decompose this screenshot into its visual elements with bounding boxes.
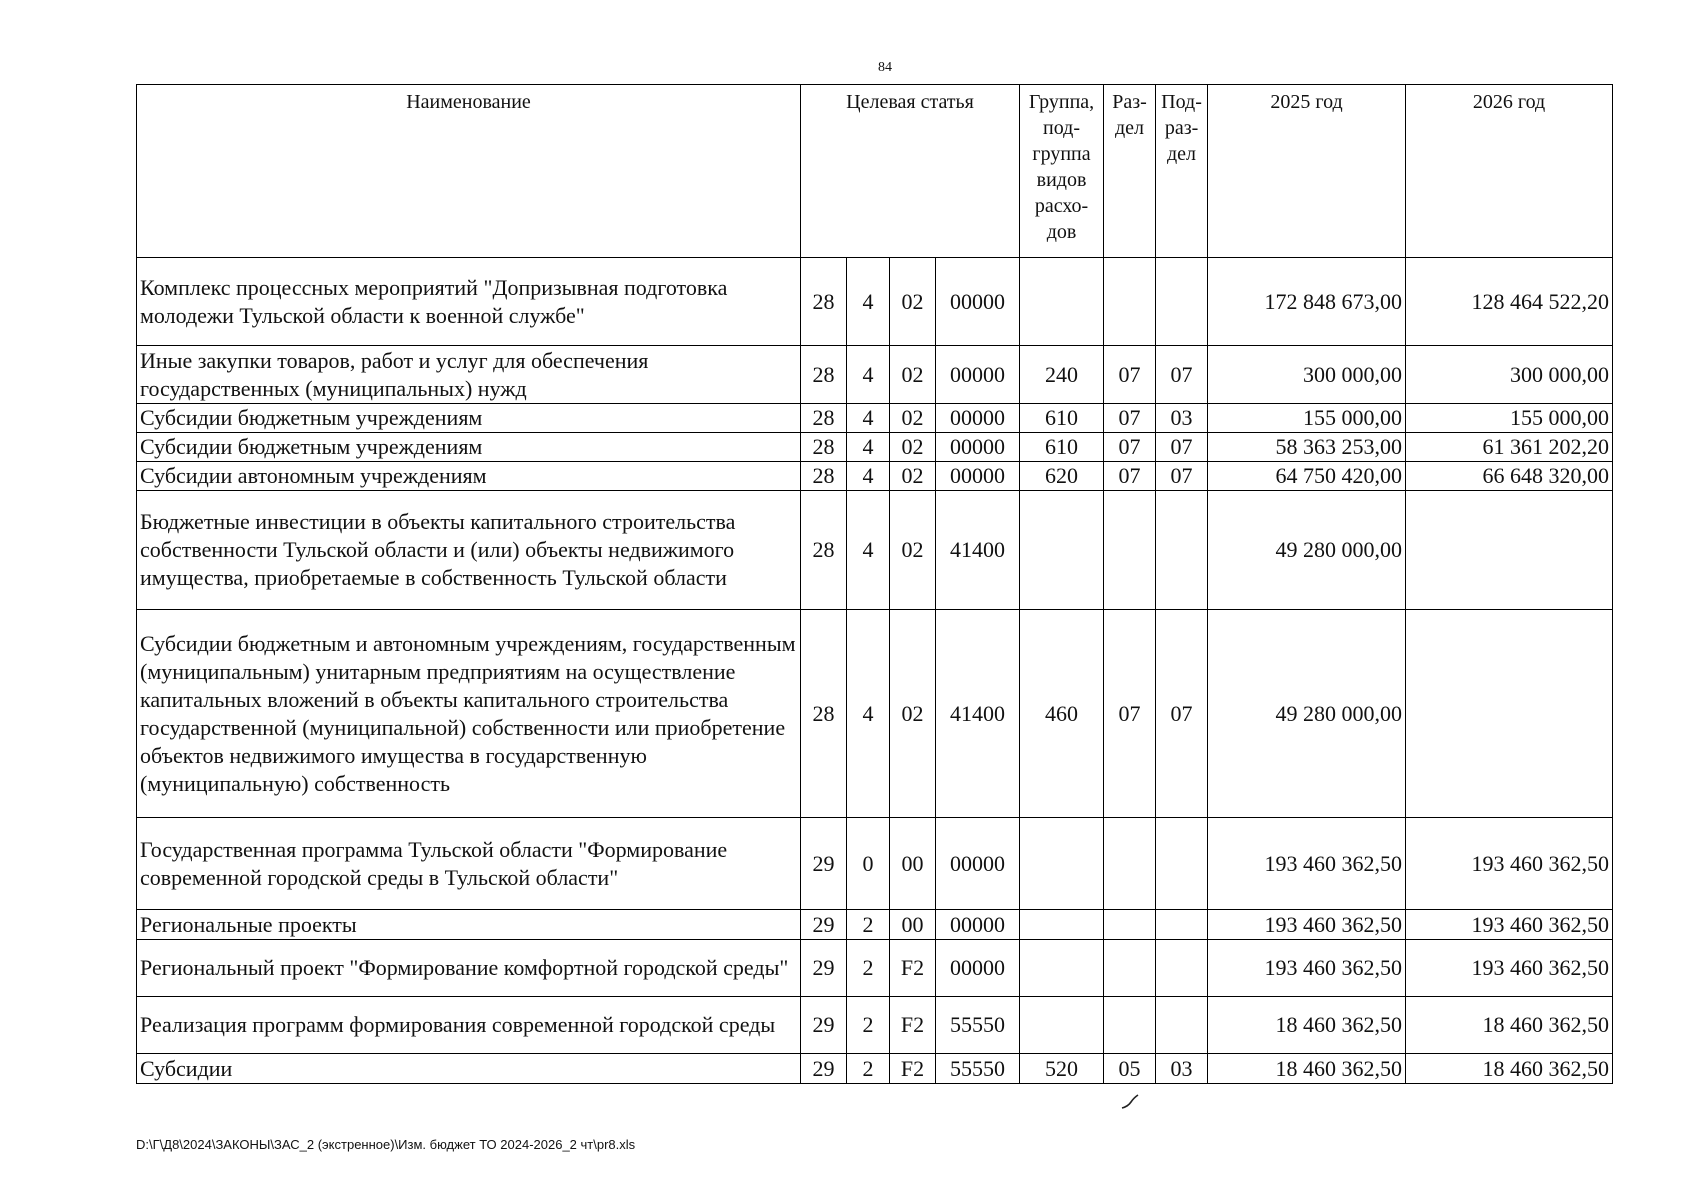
target-code-1: 29 <box>801 940 847 997</box>
amount-2025: 172 848 673,00 <box>1208 258 1406 346</box>
amount-2026: 18 460 362,50 <box>1406 1054 1613 1084</box>
target-code-1: 28 <box>801 346 847 404</box>
amount-2025: 49 280 000,00 <box>1208 491 1406 610</box>
target-code-4: 41400 <box>936 491 1020 610</box>
target-code-2: 2 <box>847 940 890 997</box>
target-code-2: 0 <box>847 818 890 910</box>
target-code-3: 02 <box>890 404 936 433</box>
subsection-code <box>1156 491 1208 610</box>
footer-file-path: D:\Г\Д8\2024\ЗАКОНЫ\ЗАС_2 (экстренное)\Изм. бюджет ТО 2024-2026_2 чт\pr8.xls <box>136 1137 636 1152</box>
section-code: 07 <box>1104 433 1156 462</box>
target-code-3: F2 <box>890 1054 936 1084</box>
section-code <box>1104 491 1156 610</box>
expense-group: 620 <box>1020 462 1104 491</box>
section-code: 05 <box>1104 1054 1156 1084</box>
section-code <box>1104 258 1156 346</box>
expense-group: 520 <box>1020 1054 1104 1084</box>
expense-group <box>1020 818 1104 910</box>
target-code-2: 4 <box>847 462 890 491</box>
target-code-2: 2 <box>847 910 890 940</box>
table-row <box>137 940 1613 997</box>
section-code: 07 <box>1104 610 1156 818</box>
section-code: 07 <box>1104 346 1156 404</box>
amount-2025: 18 460 362,50 <box>1208 1054 1406 1084</box>
subsection-code <box>1156 997 1208 1054</box>
subsection-code: 07 <box>1156 346 1208 404</box>
target-code-4: 00000 <box>936 940 1020 997</box>
target-code-4: 00000 <box>936 404 1020 433</box>
signature-mark-icon <box>1120 1092 1142 1114</box>
target-code-1: 28 <box>801 610 847 818</box>
amount-2026 <box>1406 491 1613 610</box>
amount-2026: 128 464 522,20 <box>1406 258 1613 346</box>
target-code-3: 00 <box>890 818 936 910</box>
table-row <box>137 1054 1613 1084</box>
target-code-3: 02 <box>890 610 936 818</box>
amount-2026: 193 460 362,50 <box>1406 940 1613 997</box>
target-code-2: 4 <box>847 258 890 346</box>
target-code-2: 4 <box>847 404 890 433</box>
target-code-4: 00000 <box>936 818 1020 910</box>
target-code-2: 2 <box>847 1054 890 1084</box>
target-code-3: F2 <box>890 940 936 997</box>
expense-group <box>1020 258 1104 346</box>
subsection-code: 07 <box>1156 433 1208 462</box>
section-code: 07 <box>1104 462 1156 491</box>
expense-group: 240 <box>1020 346 1104 404</box>
expense-group: 460 <box>1020 610 1104 818</box>
subsection-code <box>1156 910 1208 940</box>
row-name: Реализация программ формирования современной городской среды <box>137 997 801 1054</box>
amount-2025: 64 750 420,00 <box>1208 462 1406 491</box>
row-name: Субсидии <box>137 1054 801 1084</box>
section-code <box>1104 818 1156 910</box>
target-code-1: 29 <box>801 818 847 910</box>
table-row <box>137 910 1613 940</box>
target-code-3: 00 <box>890 910 936 940</box>
target-code-2: 4 <box>847 433 890 462</box>
table-row <box>137 346 1613 404</box>
subsection-code <box>1156 940 1208 997</box>
amount-2025: 193 460 362,50 <box>1208 940 1406 997</box>
expense-group <box>1020 910 1104 940</box>
target-code-4: 41400 <box>936 610 1020 818</box>
target-code-3: 02 <box>890 491 936 610</box>
target-code-4: 00000 <box>936 258 1020 346</box>
section-code <box>1104 910 1156 940</box>
amount-2026: 18 460 362,50 <box>1406 997 1613 1054</box>
header-year-2026: 2026 год <box>1406 85 1613 258</box>
target-code-1: 29 <box>801 997 847 1054</box>
target-code-2: 4 <box>847 346 890 404</box>
target-code-1: 28 <box>801 433 847 462</box>
amount-2026: 66 648 320,00 <box>1406 462 1613 491</box>
amount-2025: 49 280 000,00 <box>1208 610 1406 818</box>
target-code-3: 02 <box>890 346 936 404</box>
row-name: Региональный проект "Формирование комфортной городской среды" <box>137 940 801 997</box>
header-subsection: Под-раз-дел <box>1156 85 1208 258</box>
target-code-3: 02 <box>890 258 936 346</box>
header-target-article: Целевая статья <box>801 85 1020 258</box>
expense-group: 610 <box>1020 404 1104 433</box>
table-row <box>137 258 1613 346</box>
table-row <box>137 491 1613 610</box>
target-code-4: 00000 <box>936 462 1020 491</box>
table-row <box>137 997 1613 1054</box>
subsection-code <box>1156 258 1208 346</box>
row-name: Государственная программа Тульской области "Формирование современной городской среды в Тульской области" <box>137 818 801 910</box>
amount-2026 <box>1406 610 1613 818</box>
target-code-1: 28 <box>801 404 847 433</box>
amount-2026: 193 460 362,50 <box>1406 818 1613 910</box>
section-code <box>1104 997 1156 1054</box>
target-code-4: 55550 <box>936 1054 1020 1084</box>
section-code <box>1104 940 1156 997</box>
table-body <box>137 258 1613 1084</box>
target-code-4: 55550 <box>936 997 1020 1054</box>
row-name: Иные закупки товаров, работ и услуг для обеспечения государственных (муниципальных) нужд <box>137 346 801 404</box>
target-code-4: 00000 <box>936 910 1020 940</box>
table-header-row <box>137 85 1613 258</box>
target-code-4: 00000 <box>936 346 1020 404</box>
target-code-2: 4 <box>847 491 890 610</box>
target-code-3: F2 <box>890 997 936 1054</box>
target-code-1: 29 <box>801 910 847 940</box>
table-row <box>137 818 1613 910</box>
target-code-3: 02 <box>890 433 936 462</box>
amount-2025: 193 460 362,50 <box>1208 818 1406 910</box>
target-code-2: 2 <box>847 997 890 1054</box>
target-code-1: 28 <box>801 462 847 491</box>
row-name: Бюджетные инвестиции в объекты капитального строительства собственности Тульской области и (или) объекты недвижимого имущества, приобретаемые в собственность Тульской области <box>137 491 801 610</box>
amount-2026: 193 460 362,50 <box>1406 910 1613 940</box>
table-row <box>137 610 1613 818</box>
expense-group <box>1020 997 1104 1054</box>
amount-2025: 193 460 362,50 <box>1208 910 1406 940</box>
subsection-code: 07 <box>1156 610 1208 818</box>
header-group: Группа, под-группа видов расхо-дов <box>1020 85 1104 258</box>
table-row <box>137 433 1613 462</box>
expense-group <box>1020 491 1104 610</box>
page-number: 84 <box>878 60 892 75</box>
table-row <box>137 404 1613 433</box>
subsection-code: 03 <box>1156 1054 1208 1084</box>
target-code-3: 02 <box>890 462 936 491</box>
target-code-1: 28 <box>801 491 847 610</box>
row-name: Субсидии бюджетным и автономным учреждениям, государственным (муниципальным) унитарным предприятиям на осуществление капитальных вложений в объекты капитального строительства государственной (муниципальной) собственности или приобретение объектов недвижимого имущества в государственную (муниципальную) собственность <box>137 610 801 818</box>
expense-group: 610 <box>1020 433 1104 462</box>
amount-2025: 58 363 253,00 <box>1208 433 1406 462</box>
amount-2026: 155 000,00 <box>1406 404 1613 433</box>
subsection-code <box>1156 818 1208 910</box>
target-code-4: 00000 <box>936 433 1020 462</box>
expense-group <box>1020 940 1104 997</box>
amount-2026: 300 000,00 <box>1406 346 1613 404</box>
subsection-code: 03 <box>1156 404 1208 433</box>
subsection-code: 07 <box>1156 462 1208 491</box>
amount-2026: 61 361 202,20 <box>1406 433 1613 462</box>
budget-table <box>136 84 1613 1084</box>
target-code-1: 29 <box>801 1054 847 1084</box>
row-name: Комплекс процессных мероприятий "Допризывная подготовка молодежи Тульской области к военной службе" <box>137 258 801 346</box>
target-code-1: 28 <box>801 258 847 346</box>
row-name: Субсидии автономным учреждениям <box>137 462 801 491</box>
section-code: 07 <box>1104 404 1156 433</box>
header-year-2025: 2025 год <box>1208 85 1406 258</box>
amount-2025: 18 460 362,50 <box>1208 997 1406 1054</box>
amount-2025: 300 000,00 <box>1208 346 1406 404</box>
row-name: Субсидии бюджетным учреждениям <box>137 404 801 433</box>
header-section: Раз-дел <box>1104 85 1156 258</box>
header-name: Наименование <box>137 85 801 258</box>
row-name: Региональные проекты <box>137 910 801 940</box>
row-name: Субсидии бюджетным учреждениям <box>137 433 801 462</box>
target-code-2: 4 <box>847 610 890 818</box>
table-row <box>137 462 1613 491</box>
amount-2025: 155 000,00 <box>1208 404 1406 433</box>
